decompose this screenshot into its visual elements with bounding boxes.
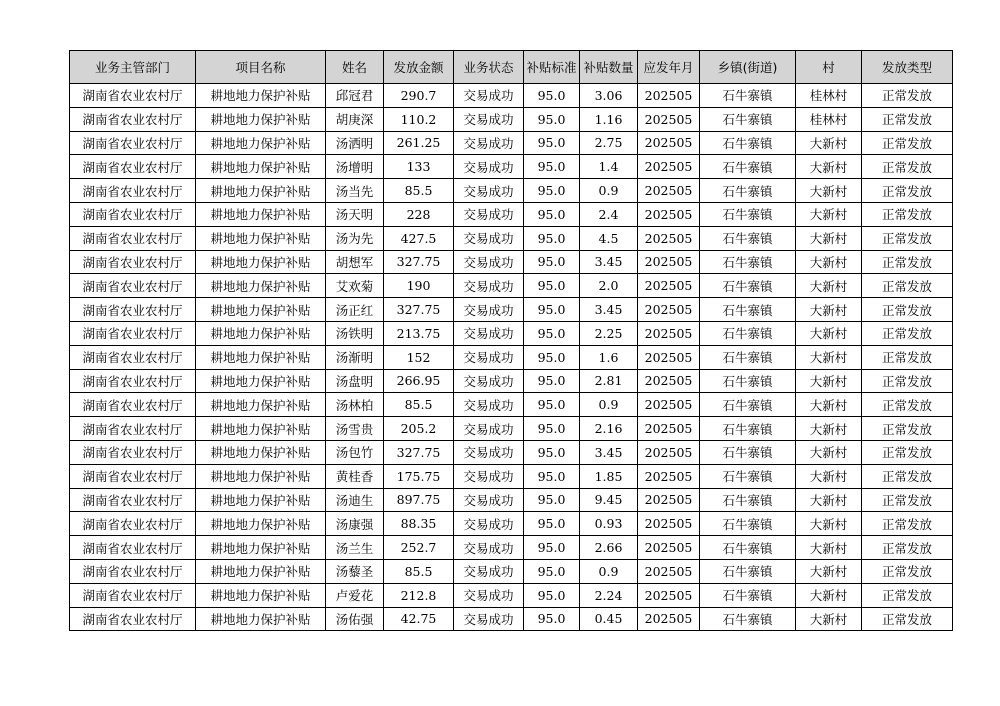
cell-village: 桂林村	[796, 107, 862, 131]
cell-period: 202505	[638, 536, 700, 560]
cell-period: 202505	[638, 393, 700, 417]
cell-quantity: 2.81	[580, 369, 638, 393]
table-row	[70, 298, 953, 322]
cell-payout-type: 正常发放	[862, 488, 953, 512]
cell-payout-type: 正常发放	[862, 131, 953, 155]
cell-period: 202505	[638, 202, 700, 226]
cell-department: 湖南省农业农村厅	[70, 345, 196, 369]
cell-department: 湖南省农业农村厅	[70, 512, 196, 536]
cell-period: 202505	[638, 512, 700, 536]
cell-standard: 95.0	[524, 226, 580, 250]
cell-status: 交易成功	[454, 345, 524, 369]
cell-township: 石牛寨镇	[700, 84, 796, 108]
cell-standard: 95.0	[524, 369, 580, 393]
column-header-amount: 发放金额	[384, 51, 454, 84]
cell-amount: 85.5	[384, 559, 454, 583]
cell-standard: 95.0	[524, 274, 580, 298]
cell-standard: 95.0	[524, 155, 580, 179]
cell-status: 交易成功	[454, 369, 524, 393]
cell-village: 大新村	[796, 226, 862, 250]
cell-period: 202505	[638, 321, 700, 345]
cell-amount: 42.75	[384, 607, 454, 631]
cell-name: 汤雪贵	[326, 417, 384, 441]
cell-status: 交易成功	[454, 536, 524, 560]
table-row	[70, 488, 953, 512]
cell-village: 大新村	[796, 369, 862, 393]
cell-department: 湖南省农业农村厅	[70, 607, 196, 631]
cell-project-name: 耕地地力保护补贴	[196, 488, 326, 512]
table-row	[70, 107, 953, 131]
cell-status: 交易成功	[454, 298, 524, 322]
table-row	[70, 179, 953, 203]
cell-township: 石牛寨镇	[700, 155, 796, 179]
cell-period: 202505	[638, 298, 700, 322]
cell-name: 汤迪生	[326, 488, 384, 512]
cell-status: 交易成功	[454, 274, 524, 298]
cell-quantity: 2.0	[580, 274, 638, 298]
table-row	[70, 84, 953, 108]
cell-department: 湖南省农业农村厅	[70, 369, 196, 393]
table-row	[70, 131, 953, 155]
cell-village: 大新村	[796, 583, 862, 607]
cell-period: 202505	[638, 226, 700, 250]
cell-township: 石牛寨镇	[700, 321, 796, 345]
table-row	[70, 250, 953, 274]
cell-quantity: 1.85	[580, 464, 638, 488]
table-row	[70, 417, 953, 441]
cell-project-name: 耕地地力保护补贴	[196, 274, 326, 298]
cell-quantity: 2.4	[580, 202, 638, 226]
cell-name: 汤佑强	[326, 607, 384, 631]
cell-standard: 95.0	[524, 559, 580, 583]
cell-project-name: 耕地地力保护补贴	[196, 321, 326, 345]
table-row	[70, 464, 953, 488]
cell-township: 石牛寨镇	[700, 131, 796, 155]
cell-period: 202505	[638, 131, 700, 155]
cell-period: 202505	[638, 559, 700, 583]
cell-period: 202505	[638, 583, 700, 607]
cell-village: 大新村	[796, 512, 862, 536]
cell-status: 交易成功	[454, 440, 524, 464]
cell-payout-type: 正常发放	[862, 274, 953, 298]
cell-payout-type: 正常发放	[862, 369, 953, 393]
cell-project-name: 耕地地力保护补贴	[196, 155, 326, 179]
cell-project-name: 耕地地力保护补贴	[196, 393, 326, 417]
cell-amount: 290.7	[384, 84, 454, 108]
column-header-township: 乡镇(街道)	[700, 51, 796, 84]
cell-period: 202505	[638, 155, 700, 179]
cell-project-name: 耕地地力保护补贴	[196, 202, 326, 226]
cell-amount: 205.2	[384, 417, 454, 441]
cell-amount: 327.75	[384, 250, 454, 274]
cell-project-name: 耕地地力保护补贴	[196, 226, 326, 250]
cell-department: 湖南省农业农村厅	[70, 131, 196, 155]
cell-project-name: 耕地地力保护补贴	[196, 84, 326, 108]
cell-village: 大新村	[796, 345, 862, 369]
column-header-period: 应发年月	[638, 51, 700, 84]
cell-village: 大新村	[796, 250, 862, 274]
cell-quantity: 1.16	[580, 107, 638, 131]
cell-payout-type: 正常发放	[862, 417, 953, 441]
cell-payout-type: 正常发放	[862, 84, 953, 108]
cell-quantity: 9.45	[580, 488, 638, 512]
cell-quantity: 0.9	[580, 393, 638, 417]
cell-payout-type: 正常发放	[862, 393, 953, 417]
cell-payout-type: 正常发放	[862, 298, 953, 322]
cell-name: 汤正红	[326, 298, 384, 322]
table-row	[70, 226, 953, 250]
table-row	[70, 607, 953, 631]
cell-standard: 95.0	[524, 464, 580, 488]
cell-standard: 95.0	[524, 298, 580, 322]
cell-status: 交易成功	[454, 321, 524, 345]
cell-payout-type: 正常发放	[862, 345, 953, 369]
cell-project-name: 耕地地力保护补贴	[196, 559, 326, 583]
cell-amount: 85.5	[384, 393, 454, 417]
cell-standard: 95.0	[524, 607, 580, 631]
table-row	[70, 393, 953, 417]
table-row	[70, 559, 953, 583]
cell-village: 大新村	[796, 298, 862, 322]
cell-period: 202505	[638, 369, 700, 393]
cell-department: 湖南省农业农村厅	[70, 464, 196, 488]
cell-quantity: 2.66	[580, 536, 638, 560]
cell-township: 石牛寨镇	[700, 298, 796, 322]
cell-name: 汤当先	[326, 179, 384, 203]
cell-project-name: 耕地地力保护补贴	[196, 440, 326, 464]
cell-quantity: 3.45	[580, 440, 638, 464]
cell-name: 汤兰生	[326, 536, 384, 560]
cell-village: 大新村	[796, 488, 862, 512]
cell-period: 202505	[638, 488, 700, 512]
column-header-name: 姓名	[326, 51, 384, 84]
cell-village: 大新村	[796, 607, 862, 631]
column-header-project-name: 项目名称	[196, 51, 326, 84]
cell-project-name: 耕地地力保护补贴	[196, 298, 326, 322]
cell-payout-type: 正常发放	[862, 226, 953, 250]
cell-status: 交易成功	[454, 179, 524, 203]
cell-standard: 95.0	[524, 321, 580, 345]
cell-township: 石牛寨镇	[700, 440, 796, 464]
table-row	[70, 155, 953, 179]
cell-standard: 95.0	[524, 131, 580, 155]
cell-name: 汤康强	[326, 512, 384, 536]
cell-project-name: 耕地地力保护补贴	[196, 417, 326, 441]
cell-payout-type: 正常发放	[862, 512, 953, 536]
cell-township: 石牛寨镇	[700, 345, 796, 369]
cell-name: 汤藜圣	[326, 559, 384, 583]
cell-department: 湖南省农业农村厅	[70, 226, 196, 250]
table-row	[70, 440, 953, 464]
cell-name: 汤林柏	[326, 393, 384, 417]
cell-project-name: 耕地地力保护补贴	[196, 179, 326, 203]
cell-township: 石牛寨镇	[700, 607, 796, 631]
cell-village: 桂林村	[796, 84, 862, 108]
cell-period: 202505	[638, 417, 700, 441]
cell-standard: 95.0	[524, 440, 580, 464]
cell-period: 202505	[638, 179, 700, 203]
cell-status: 交易成功	[454, 393, 524, 417]
cell-amount: 897.75	[384, 488, 454, 512]
cell-department: 湖南省农业农村厅	[70, 250, 196, 274]
cell-status: 交易成功	[454, 583, 524, 607]
cell-township: 石牛寨镇	[700, 107, 796, 131]
cell-name: 汤为先	[326, 226, 384, 250]
cell-department: 湖南省农业农村厅	[70, 393, 196, 417]
cell-period: 202505	[638, 607, 700, 631]
cell-status: 交易成功	[454, 107, 524, 131]
cell-quantity: 0.93	[580, 512, 638, 536]
cell-standard: 95.0	[524, 488, 580, 512]
table-row	[70, 202, 953, 226]
cell-village: 大新村	[796, 131, 862, 155]
cell-amount: 427.5	[384, 226, 454, 250]
cell-name: 卢爱花	[326, 583, 384, 607]
cell-payout-type: 正常发放	[862, 155, 953, 179]
cell-project-name: 耕地地力保护补贴	[196, 345, 326, 369]
cell-period: 202505	[638, 464, 700, 488]
cell-quantity: 3.45	[580, 298, 638, 322]
cell-project-name: 耕地地力保护补贴	[196, 607, 326, 631]
cell-standard: 95.0	[524, 512, 580, 536]
cell-status: 交易成功	[454, 131, 524, 155]
cell-standard: 95.0	[524, 417, 580, 441]
cell-village: 大新村	[796, 440, 862, 464]
cell-standard: 95.0	[524, 202, 580, 226]
cell-status: 交易成功	[454, 488, 524, 512]
cell-amount: 327.75	[384, 440, 454, 464]
cell-project-name: 耕地地力保护补贴	[196, 512, 326, 536]
cell-payout-type: 正常发放	[862, 464, 953, 488]
cell-department: 湖南省农业农村厅	[70, 107, 196, 131]
cell-amount: 266.95	[384, 369, 454, 393]
cell-department: 湖南省农业农村厅	[70, 179, 196, 203]
cell-village: 大新村	[796, 536, 862, 560]
column-header-department: 业务主管部门	[70, 51, 196, 84]
cell-village: 大新村	[796, 202, 862, 226]
cell-name: 汤天明	[326, 202, 384, 226]
cell-standard: 95.0	[524, 536, 580, 560]
cell-township: 石牛寨镇	[700, 583, 796, 607]
cell-village: 大新村	[796, 393, 862, 417]
cell-payout-type: 正常发放	[862, 321, 953, 345]
table-body	[70, 84, 953, 631]
cell-name: 艾欢菊	[326, 274, 384, 298]
cell-status: 交易成功	[454, 84, 524, 108]
cell-name: 汤渐明	[326, 345, 384, 369]
cell-period: 202505	[638, 107, 700, 131]
cell-department: 湖南省农业农村厅	[70, 559, 196, 583]
cell-township: 石牛寨镇	[700, 226, 796, 250]
cell-standard: 95.0	[524, 345, 580, 369]
cell-status: 交易成功	[454, 417, 524, 441]
cell-amount: 85.5	[384, 179, 454, 203]
cell-township: 石牛寨镇	[700, 179, 796, 203]
cell-project-name: 耕地地力保护补贴	[196, 250, 326, 274]
cell-department: 湖南省农业农村厅	[70, 321, 196, 345]
cell-department: 湖南省农业农村厅	[70, 274, 196, 298]
cell-amount: 261.25	[384, 131, 454, 155]
table-row	[70, 583, 953, 607]
subsidy-table	[69, 50, 953, 631]
cell-standard: 95.0	[524, 107, 580, 131]
column-header-quantity: 补贴数量	[580, 51, 638, 84]
cell-project-name: 耕地地力保护补贴	[196, 583, 326, 607]
cell-department: 湖南省农业农村厅	[70, 202, 196, 226]
table-row	[70, 274, 953, 298]
cell-township: 石牛寨镇	[700, 393, 796, 417]
cell-amount: 212.8	[384, 583, 454, 607]
column-header-status: 业务状态	[454, 51, 524, 84]
cell-township: 石牛寨镇	[700, 202, 796, 226]
cell-period: 202505	[638, 250, 700, 274]
cell-name: 汤盘明	[326, 369, 384, 393]
cell-village: 大新村	[796, 321, 862, 345]
cell-name: 汤洒明	[326, 131, 384, 155]
cell-township: 石牛寨镇	[700, 250, 796, 274]
cell-department: 湖南省农业农村厅	[70, 417, 196, 441]
cell-payout-type: 正常发放	[862, 202, 953, 226]
cell-village: 大新村	[796, 559, 862, 583]
cell-township: 石牛寨镇	[700, 536, 796, 560]
table-row	[70, 536, 953, 560]
cell-department: 湖南省农业农村厅	[70, 84, 196, 108]
cell-project-name: 耕地地力保护补贴	[196, 464, 326, 488]
cell-amount: 88.35	[384, 512, 454, 536]
cell-project-name: 耕地地力保护补贴	[196, 107, 326, 131]
cell-name: 黄桂香	[326, 464, 384, 488]
cell-quantity: 0.9	[580, 559, 638, 583]
cell-quantity: 3.45	[580, 250, 638, 274]
cell-name: 胡庚深	[326, 107, 384, 131]
cell-status: 交易成功	[454, 607, 524, 631]
cell-department: 湖南省农业农村厅	[70, 488, 196, 512]
cell-period: 202505	[638, 274, 700, 298]
cell-payout-type: 正常发放	[862, 559, 953, 583]
cell-payout-type: 正常发放	[862, 250, 953, 274]
cell-amount: 190	[384, 274, 454, 298]
cell-quantity: 2.16	[580, 417, 638, 441]
cell-department: 湖南省农业农村厅	[70, 155, 196, 179]
table-row	[70, 369, 953, 393]
cell-quantity: 2.75	[580, 131, 638, 155]
cell-standard: 95.0	[524, 250, 580, 274]
cell-amount: 327.75	[384, 298, 454, 322]
cell-village: 大新村	[796, 155, 862, 179]
cell-township: 石牛寨镇	[700, 512, 796, 536]
cell-name: 邱冠君	[326, 84, 384, 108]
cell-township: 石牛寨镇	[700, 274, 796, 298]
cell-amount: 228	[384, 202, 454, 226]
cell-standard: 95.0	[524, 393, 580, 417]
cell-amount: 133	[384, 155, 454, 179]
cell-status: 交易成功	[454, 250, 524, 274]
cell-village: 大新村	[796, 274, 862, 298]
cell-status: 交易成功	[454, 464, 524, 488]
cell-name: 胡想军	[326, 250, 384, 274]
cell-period: 202505	[638, 440, 700, 464]
cell-project-name: 耕地地力保护补贴	[196, 131, 326, 155]
cell-amount: 152	[384, 345, 454, 369]
cell-quantity: 1.6	[580, 345, 638, 369]
table-row	[70, 512, 953, 536]
cell-township: 石牛寨镇	[700, 417, 796, 441]
cell-project-name: 耕地地力保护补贴	[196, 369, 326, 393]
cell-township: 石牛寨镇	[700, 559, 796, 583]
column-header-payout-type: 发放类型	[862, 51, 953, 84]
cell-period: 202505	[638, 84, 700, 108]
cell-village: 大新村	[796, 464, 862, 488]
cell-period: 202505	[638, 345, 700, 369]
cell-township: 石牛寨镇	[700, 369, 796, 393]
cell-amount: 252.7	[384, 536, 454, 560]
cell-status: 交易成功	[454, 155, 524, 179]
table-row	[70, 321, 953, 345]
cell-township: 石牛寨镇	[700, 488, 796, 512]
cell-department: 湖南省农业农村厅	[70, 440, 196, 464]
cell-name: 汤增明	[326, 155, 384, 179]
cell-standard: 95.0	[524, 84, 580, 108]
cell-payout-type: 正常发放	[862, 179, 953, 203]
cell-amount: 175.75	[384, 464, 454, 488]
cell-name: 汤铁明	[326, 321, 384, 345]
cell-quantity: 2.25	[580, 321, 638, 345]
cell-village: 大新村	[796, 417, 862, 441]
cell-payout-type: 正常发放	[862, 583, 953, 607]
cell-amount: 213.75	[384, 321, 454, 345]
cell-quantity: 3.06	[580, 84, 638, 108]
cell-amount: 110.2	[384, 107, 454, 131]
column-header-village: 村	[796, 51, 862, 84]
cell-department: 湖南省农业农村厅	[70, 298, 196, 322]
table-row	[70, 345, 953, 369]
cell-standard: 95.0	[524, 583, 580, 607]
cell-payout-type: 正常发放	[862, 107, 953, 131]
cell-status: 交易成功	[454, 512, 524, 536]
cell-status: 交易成功	[454, 202, 524, 226]
cell-department: 湖南省农业农村厅	[70, 536, 196, 560]
cell-department: 湖南省农业农村厅	[70, 583, 196, 607]
table-header-row	[70, 51, 953, 84]
cell-township: 石牛寨镇	[700, 464, 796, 488]
cell-status: 交易成功	[454, 226, 524, 250]
cell-payout-type: 正常发放	[862, 536, 953, 560]
cell-payout-type: 正常发放	[862, 440, 953, 464]
cell-status: 交易成功	[454, 559, 524, 583]
cell-name: 汤包竹	[326, 440, 384, 464]
cell-quantity: 1.4	[580, 155, 638, 179]
column-header-standard: 补贴标准	[524, 51, 580, 84]
cell-payout-type: 正常发放	[862, 607, 953, 631]
cell-quantity: 0.9	[580, 179, 638, 203]
cell-quantity: 4.5	[580, 226, 638, 250]
cell-project-name: 耕地地力保护补贴	[196, 536, 326, 560]
cell-standard: 95.0	[524, 179, 580, 203]
cell-village: 大新村	[796, 179, 862, 203]
cell-quantity: 2.24	[580, 583, 638, 607]
cell-quantity: 0.45	[580, 607, 638, 631]
